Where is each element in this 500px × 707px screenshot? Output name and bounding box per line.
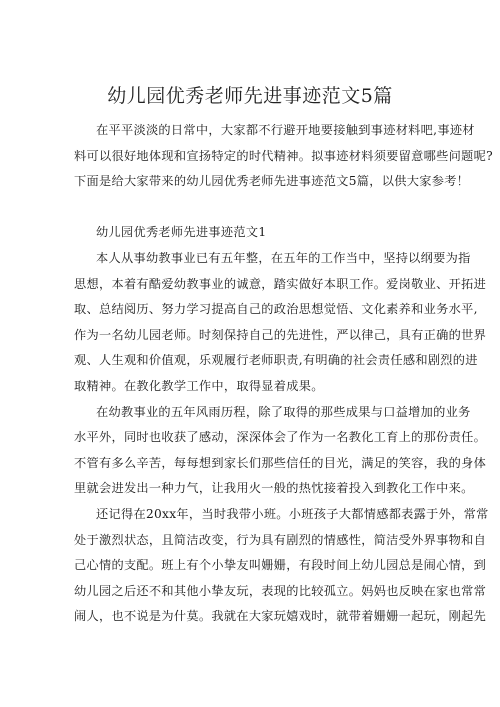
intro-line: 料可以很好地体现和宣扬特定的时代精神。拟事迹材料须要留意哪些问题呢? (74, 148, 493, 163)
section-heading: 幼儿园优秀老师先进事迹范文1 (96, 225, 267, 240)
paragraph-line: 思想，本着有酷爱幼教事业的诚意，踏实做好本职工作。爱岗敬业、开拓进 (74, 276, 487, 291)
paragraph-line: 观、人生观和价值观，乐观履行老师职责,有明确的社会责任感和剧烈的进 (74, 353, 478, 368)
paragraph-line: 不管有多么辛苦，每每想到家长们那些信任的目光，满足的笑容，我的身体 (74, 455, 487, 470)
paragraph-line: 取、总结阅历、努力学习提高自己的政治思想觉悟、文化素养和业务水平, (74, 302, 478, 317)
paragraph-line: 还记得在20xx年，当时我带小班。小班孩子大都情感都表露于外，常常 (96, 506, 489, 521)
paragraph-line: 里就会进发出一种力气，让我用火一般的热忱接着投入到教化工作中来。 (74, 481, 474, 496)
paragraph-line: 作为一名幼儿园老师。时刻保持自己的先进性，严以律己，具有正确的世界 (74, 327, 487, 342)
paragraph-line: 幼儿园之后还不和其他小挚友玩，表现的比较孤立。妈妈也反映在家也常常 (74, 583, 487, 598)
paragraph-line: 取精神。在教化教学工作中，取得显着成果。 (74, 378, 324, 393)
paragraph-line: 水平外，同时也收获了感动，深深体会了作为一名教化工育上的那份责任。 (74, 430, 487, 445)
paragraph-gap (74, 195, 430, 221)
document-body (74, 118, 493, 630)
paragraph-line: 己心情的支配。班上有个小挚友叫姗姗，有段时间上幼儿园总是闹心情，到 (74, 558, 487, 573)
intro-line: 在平平淡淡的日常中，大家都不行避开地要接触到事迹材料吧,事迹材 (96, 123, 475, 137)
intro-line: 下面是给大家带来的幼儿园优秀老师先进事迹范文5篇，以供大家参考！ (74, 174, 470, 189)
paragraph-line: 处于激烈状态，且简洁改变，行为具有剧烈的情感性，简洁受外界事物和自 (74, 532, 487, 547)
paragraph-line: 本人从事幼教事业已有五年整，在五年的工作当中，坚持以纲要为指 (96, 250, 471, 265)
paragraph-line: 闹人，也不说是为什莫。我就在大家玩嬉戏时，就带着姗姗一起玩，刚起先 (74, 609, 487, 624)
paragraph-line: 在幼教事业的五年风雨历程，除了取得的那些成果与口益增加的业务 (96, 404, 471, 419)
document-title: 幼儿园优秀老师先进事迹范文5篇 (107, 85, 393, 107)
